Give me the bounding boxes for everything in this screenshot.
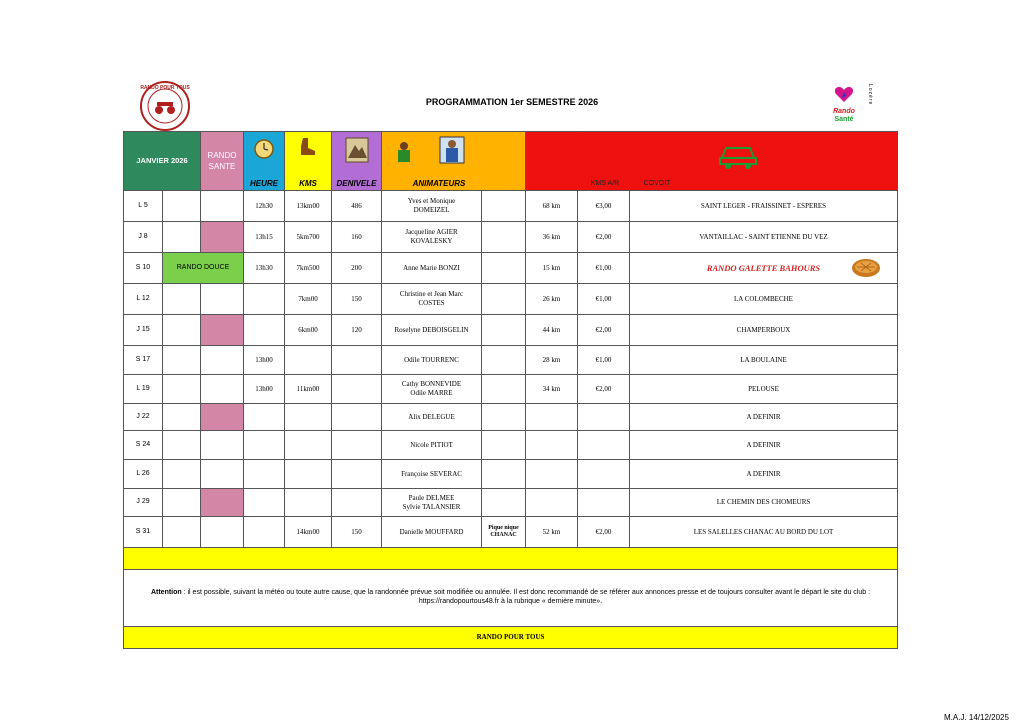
day-cell: L 19	[124, 375, 163, 404]
extra-cell	[482, 253, 526, 284]
denivele-cell	[332, 375, 382, 404]
header-kms-ar-label: KMS A/R	[590, 180, 620, 188]
special-cell: RANDO DOUCE	[163, 253, 244, 284]
descriptif-text: VANTAILLAC - SAINT ETIENNE DU VEZ	[699, 232, 828, 241]
header-animateurs-label: ANIMATEURS	[412, 179, 466, 188]
extra-cell	[482, 346, 526, 375]
day-cell: L 26	[124, 460, 163, 489]
header-kms	[285, 132, 332, 191]
header-animateurs	[382, 132, 526, 191]
kms-cell	[285, 346, 332, 375]
animateur-cell	[382, 346, 482, 375]
heure-cell	[244, 460, 285, 489]
header-denivele-label: DENIVELE	[336, 179, 377, 188]
empty-cell	[163, 431, 201, 460]
empty-cell	[201, 375, 244, 404]
club-logo	[139, 80, 191, 132]
car-icon	[716, 138, 760, 170]
descriptif-cell	[630, 460, 898, 489]
animateur-cell	[382, 315, 482, 346]
table-row	[124, 191, 898, 222]
heure-cell	[244, 315, 285, 346]
animateur-line-1: Christine et Jean Marc	[399, 290, 464, 299]
covoit-cell: €2,00	[578, 315, 630, 346]
covoit-cell	[578, 404, 630, 431]
kms-cell	[285, 489, 332, 517]
animateur-line-1: Françoise SEVERAC	[401, 469, 462, 478]
yellow-separator-row	[124, 548, 898, 570]
kms-ar-cell	[526, 460, 578, 489]
animateur-cell	[382, 431, 482, 460]
heure-cell	[244, 489, 285, 517]
rando-sante-cell	[201, 489, 244, 517]
extra-cell	[482, 375, 526, 404]
rando-sante-logo	[830, 80, 876, 126]
attention-note: Attention : il est possible, suivant la météo ou toute autre cause, que la randonnée prévue soit modifiée ou annulée. Il est donc recommandé de se référer aux annonces presse et de toujours consulter avant le départ le site du club : https://randopourtous48.fr à la rubrique « dernière minute».	[124, 570, 898, 627]
empty-cell	[163, 517, 201, 548]
kms-cell: 11km00	[285, 375, 332, 404]
animateur-line-2: COSTES	[418, 299, 445, 307]
covoit-cell: €2,00	[578, 222, 630, 253]
table-row	[124, 253, 898, 284]
heure-cell: 13h15	[244, 222, 285, 253]
kms-ar-cell: 34 km	[526, 375, 578, 404]
schedule-table	[123, 131, 898, 649]
empty-cell	[163, 460, 201, 489]
descriptif-text: LA COLOMBECHE	[734, 294, 793, 303]
descriptif-cell	[630, 315, 898, 346]
heure-cell: 13h00	[244, 375, 285, 404]
denivele-cell: 160	[332, 222, 382, 253]
empty-cell	[201, 517, 244, 548]
rando-sante-cell	[201, 404, 244, 431]
hiker-icon	[439, 136, 465, 164]
animateur-line-1: Alix DELEGUE	[408, 412, 455, 421]
covoit-cell	[578, 489, 630, 517]
footer-row	[124, 627, 898, 649]
animateur-cell	[382, 191, 482, 222]
heure-cell: 12h30	[244, 191, 285, 222]
table-row	[124, 284, 898, 315]
extra-cell	[482, 222, 526, 253]
heure-cell	[244, 404, 285, 431]
kms-ar-cell	[526, 489, 578, 517]
kms-cell: 13km00	[285, 191, 332, 222]
heure-cell	[244, 431, 285, 460]
table-row	[124, 375, 898, 404]
denivele-cell	[332, 489, 382, 517]
covoit-cell	[578, 460, 630, 489]
empty-cell	[163, 404, 201, 431]
rando-sante-side-text: Lozère	[867, 84, 873, 106]
kms-ar-cell: 26 km	[526, 284, 578, 315]
animateur-cell	[382, 253, 482, 284]
mountain-icon	[344, 136, 370, 164]
boot-icon	[298, 136, 318, 158]
kms-ar-cell: 68 km	[526, 191, 578, 222]
empty-cell	[201, 191, 244, 222]
empty-cell	[201, 284, 244, 315]
day-cell: S 31	[124, 517, 163, 548]
day-cell: S 17	[124, 346, 163, 375]
kms-ar-cell	[526, 404, 578, 431]
kms-cell: 6km00	[285, 315, 332, 346]
descriptif-text: LA BOULAINE	[740, 355, 787, 364]
empty-cell	[163, 315, 201, 346]
animateur-line-1: Roselyne DEBOISGELIN	[394, 325, 469, 334]
descriptif-text: RANDO GALETTE BAHOURS	[706, 262, 821, 273]
descriptif-text: SAINT LEGER - FRAISSINET - ESPERES	[700, 201, 827, 210]
descriptif-cell	[630, 489, 898, 517]
table-row	[124, 404, 898, 431]
header-extra	[526, 132, 578, 191]
table-row	[124, 315, 898, 346]
header-covoit-label: COVOIT	[643, 180, 671, 188]
kms-cell	[285, 431, 332, 460]
animateur-line-1: Paule DELMEE	[408, 493, 455, 502]
kms-ar-cell: 44 km	[526, 315, 578, 346]
day-cell: S 10	[124, 253, 163, 284]
descriptif-cell	[630, 222, 898, 253]
descriptif-cell	[630, 517, 898, 548]
descriptif-text: PELOUSE	[748, 384, 779, 393]
empty-cell	[201, 346, 244, 375]
animateur-cell	[382, 284, 482, 315]
empty-cell	[163, 191, 201, 222]
descriptif-text: A DEFINIR	[746, 440, 781, 449]
header-denivele	[332, 132, 382, 191]
animateur-cell	[382, 489, 482, 517]
kms-ar-cell: 52 km	[526, 517, 578, 548]
empty-cell	[163, 222, 201, 253]
day-cell: J 29	[124, 489, 163, 517]
descriptif-text: LE CHEMIN DES CHOMEURS	[716, 498, 811, 507]
extra-cell	[482, 284, 526, 315]
animateur-cell	[382, 375, 482, 404]
descriptif-cell	[630, 284, 898, 315]
descriptif-cell	[630, 431, 898, 460]
galette-icon	[851, 257, 881, 279]
denivele-cell: 150	[332, 284, 382, 315]
extra-cell	[482, 191, 526, 222]
day-cell: L 5	[124, 191, 163, 222]
descriptif-cell	[630, 253, 898, 284]
extra-cell	[482, 460, 526, 489]
descriptif-text: A DEFINIR	[746, 412, 781, 421]
animateur-cell	[382, 460, 482, 489]
descriptif-text: LES SALELLES CHANAC AU BORD DU LOT	[693, 527, 834, 536]
clock-icon	[253, 136, 275, 162]
header-rando-sante: RANDO SANTE	[201, 132, 244, 191]
denivele-cell	[332, 460, 382, 489]
descriptif-cell	[630, 375, 898, 404]
animateur-line-2: DOMEIZEL	[413, 206, 450, 214]
heure-cell: 13h30	[244, 253, 285, 284]
svg-text:Santé: Santé	[834, 116, 854, 123]
kms-ar-cell: 36 km	[526, 222, 578, 253]
animateur-line-1: Nicole PITIOT	[410, 440, 453, 449]
table-row	[124, 222, 898, 253]
covoit-cell: €2,00	[578, 375, 630, 404]
header-covoit	[578, 132, 898, 191]
empty-cell	[201, 460, 244, 489]
kms-cell: 7km00	[285, 284, 332, 315]
empty-cell	[163, 489, 201, 517]
animateur-cell	[382, 222, 482, 253]
rando-sante-cell	[201, 222, 244, 253]
covoit-cell	[578, 431, 630, 460]
denivele-cell: 120	[332, 315, 382, 346]
descriptif-cell	[630, 346, 898, 375]
kms-ar-cell	[526, 431, 578, 460]
header-heure	[244, 132, 285, 191]
covoit-cell: €2,00	[578, 517, 630, 548]
kms-ar-cell: 15 km	[526, 253, 578, 284]
denivele-cell: 486	[332, 191, 382, 222]
animateur-line-1: Danielle MOUFFARD	[399, 527, 464, 536]
day-cell: L 12	[124, 284, 163, 315]
empty-cell	[163, 375, 201, 404]
covoit-cell: €3,00	[578, 191, 630, 222]
table-row	[124, 489, 898, 517]
heure-cell	[244, 517, 285, 548]
heure-cell	[244, 284, 285, 315]
empty-cell	[163, 284, 201, 315]
kms-ar-cell: 28 km	[526, 346, 578, 375]
denivele-cell: 150	[332, 517, 382, 548]
animateur-line-1: Odile TOURRENC	[404, 355, 459, 364]
descriptif-cell	[630, 191, 898, 222]
kms-cell: 5km700	[285, 222, 332, 253]
extra-cell	[482, 404, 526, 431]
header-row	[124, 132, 898, 191]
kms-cell	[285, 404, 332, 431]
denivele-cell	[332, 431, 382, 460]
animateur-line-1: Jacqueline AGIER	[405, 228, 458, 237]
table-row	[124, 460, 898, 489]
denivele-cell: 200	[332, 253, 382, 284]
footer-label: RANDO POUR TOUS	[124, 627, 898, 649]
kms-cell	[285, 460, 332, 489]
header-kms-label: KMS	[299, 179, 317, 188]
animateur-line-1: Anne Marie BONZI	[403, 263, 460, 272]
header-month: JANVIER 2026	[124, 132, 201, 191]
animateur-line-2: KOVALESKY	[410, 237, 453, 245]
table-row	[124, 431, 898, 460]
empty-cell	[201, 431, 244, 460]
covoit-cell: €1,00	[578, 253, 630, 284]
animateur-cell	[382, 517, 482, 548]
extra-cell	[482, 431, 526, 460]
animateur-line-1: Yves et Monique	[407, 197, 456, 206]
table-row	[124, 517, 898, 548]
empty-cell	[163, 346, 201, 375]
kms-cell: 7km500	[285, 253, 332, 284]
animateur-line-2: Sylvie TALANSIER	[402, 502, 461, 511]
table-row	[124, 346, 898, 375]
guide-icon	[393, 140, 415, 164]
rando-sante-cell	[201, 315, 244, 346]
animateur-line-1: Cathy BONNEVIDE	[401, 380, 462, 389]
covoit-cell: €1,00	[578, 346, 630, 375]
extra-cell	[482, 315, 526, 346]
extra-cell: Pique nique CHANAC	[482, 517, 526, 548]
denivele-cell	[332, 404, 382, 431]
heure-cell: 13h00	[244, 346, 285, 375]
svg-text:Rando: Rando	[833, 108, 855, 115]
denivele-cell	[332, 346, 382, 375]
animateur-cell	[382, 404, 482, 431]
extra-cell	[482, 489, 526, 517]
covoit-cell: €1,00	[578, 284, 630, 315]
club-logo-text: RANDO POUR TOUS	[140, 85, 190, 91]
day-cell: J 15	[124, 315, 163, 346]
page-title: PROGRAMMATION 1er SEMESTRE 2026	[425, 97, 599, 107]
day-cell: J 8	[124, 222, 163, 253]
animateur-line-2: Odile MARRE	[410, 389, 453, 397]
note-row	[124, 570, 898, 627]
descriptif-text: CHAMPERBOUX	[736, 325, 791, 334]
descriptif-cell	[630, 404, 898, 431]
day-cell: S 24	[124, 431, 163, 460]
update-date: M.A.J. 14/12/2025	[944, 713, 1009, 722]
day-cell: J 22	[124, 404, 163, 431]
descriptif-text: A DEFINIR	[746, 469, 781, 478]
header-heure-label: HEURE	[249, 179, 278, 188]
kms-cell: 14km00	[285, 517, 332, 548]
